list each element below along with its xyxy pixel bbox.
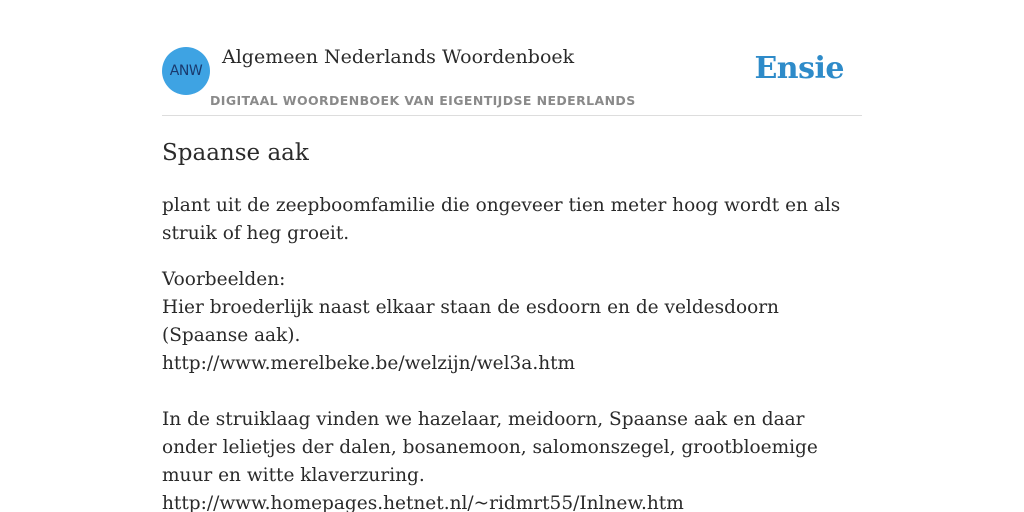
site-subtitle: DIGITAAL WOORDENBOEK VAN EIGENTIJDSE NEDERLANDS <box>210 93 636 108</box>
entry-definition: plant uit de zeepboomfamilie die ongeveer tien meter hoog wordt en als struik of heg groeit. <box>162 195 841 244</box>
anw-logo[interactable] <box>162 47 210 95</box>
entry-title: Spaanse aak <box>162 140 309 166</box>
example-source: http://www.homepages.hetnet.nl/~ridmrt55/Inlnew.htm <box>162 493 684 512</box>
examples-section <box>162 266 862 512</box>
logo-text: ANW <box>169 63 203 79</box>
example-text: In de struiklaag vinden we hazelaar, meidoorn, Spaanse aak en daar onder lelietjes der dalen, bosanemoon, salomonszegel, grootbloemige muur en witte klaverzuring. <box>162 409 818 486</box>
example-source: http://www.merelbeke.be/welzijn/wel3a.htm <box>162 353 576 374</box>
site-header <box>162 0 862 116</box>
example-item <box>162 406 862 512</box>
site-title[interactable]: Algemeen Nederlands Woordenboek <box>222 46 575 68</box>
ensie-brand-logo[interactable]: Ensie <box>754 51 844 86</box>
page <box>162 0 862 512</box>
example-item <box>162 294 862 378</box>
examples-label: Voorbeelden: <box>162 269 286 290</box>
example-text: Hier broederlijk naast elkaar staan de esdoorn en de veldesdoorn (Spaanse aak). <box>162 297 779 346</box>
